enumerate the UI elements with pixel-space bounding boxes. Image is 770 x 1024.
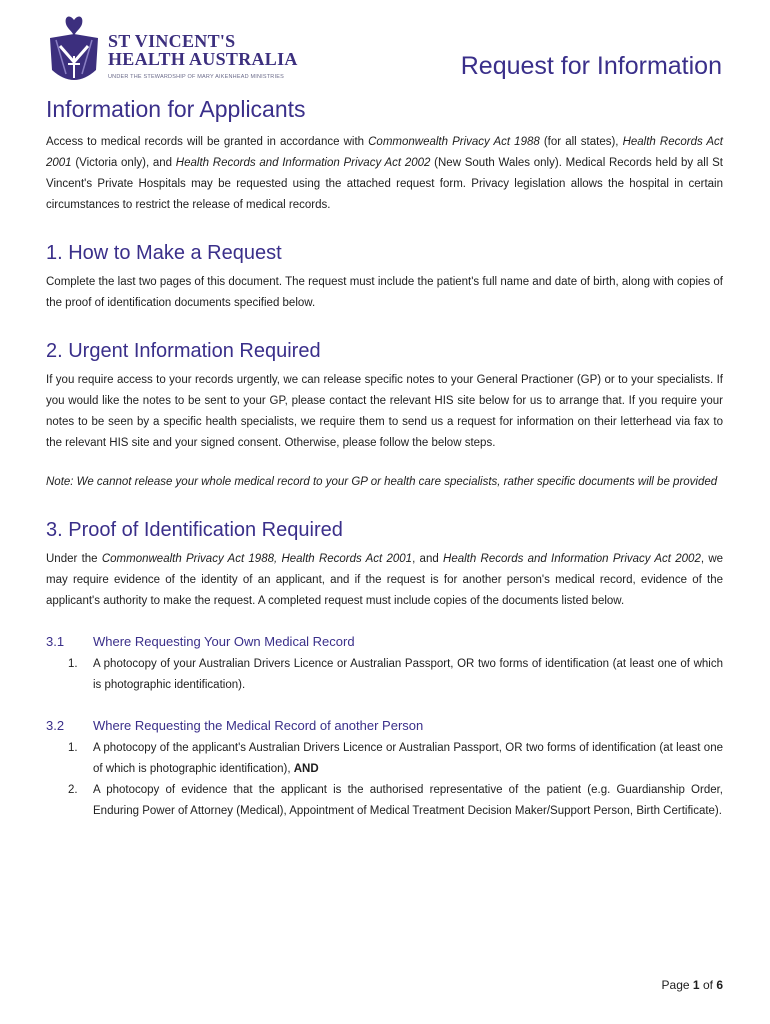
list-item: 2. A photocopy of evidence that the applicant is the authorised representative of the patient (e.g. Guardianship Order, Enduring Power of Attorney (Medical), Appointment of Medical Treatment Decision Maker/Support Person, Birth Certificate). <box>68 784 723 817</box>
document-title: Request for Information <box>460 52 722 80</box>
section-3-heading: 3. Proof of Identification Required <box>46 519 343 541</box>
section-1-heading: 1. How to Make a Request <box>46 242 282 264</box>
logo-wordmark-line1: ST VINCENT'S <box>108 31 236 51</box>
section-3-body: Under the Commonwealth Privacy Act 1988, Health Records Act 2001, and Health Records and Information Privacy Act 2002, we may require evidence of the identity of an applicant, and if the request is for another person's medical record, evidence of the applicant's authority to make the request. A completed request must include copies of the documents listed below. <box>46 553 724 607</box>
heart-cross-emblem-icon <box>46 12 102 88</box>
subsection-3-2-list <box>46 738 723 822</box>
list-item: 1. A photocopy of the applicant's Australian Drivers Licence or Australian Passport, OR two forms of identification (at least one of which is photographic identification), AND <box>68 742 723 775</box>
section-2-note: Note: We cannot release your whole medical record to your GP or health care specialists, rather specific documents will be provided <box>46 476 718 488</box>
document-body <box>46 94 723 822</box>
section-1-body: Complete the last two pages of this document. The request must include the patient's full name and date of birth, along with copies of the proof of identification documents specified below. <box>46 276 723 309</box>
intro-paragraph: Access to medical records will be granted in accordance with Commonwealth Privacy Act 1988 (for all states), Health Records Act 2001 (Victoria only), and Health Records and Information Privacy Act 2002 (New South Wales only). Medical Records held by all St Vincent's Private Hospitals may be requested using the attached request form. Privacy legislation allows the hospital in certain circumstances to restrict the release of medical records. <box>46 136 724 211</box>
logo-tagline: UNDER THE STEWARDSHIP OF MARY AIKENHEAD MINISTRIES <box>108 74 284 80</box>
section-2-body: If you require access to your records urgently, we can release specific notes to your General Practioner (GP) or to your specialists. If you would like the notes to be sent to your GP, please contact the relevant HIS site below for us to arrange that. If you require your notes to be seen by a specific health specialists, we require them to send us a request for information on their letterhead via fax to the relevant HIS site and your signed consent. Otherwise, please follow the below steps. <box>46 374 723 449</box>
st-vincents-logo <box>46 10 306 90</box>
section-2-heading: 2. Urgent Information Required <box>46 340 321 362</box>
subsection-3-2-heading: 3.2 Where Requesting the Medical Record of another Person <box>46 718 424 733</box>
subsection-3-1-list <box>46 654 723 696</box>
page-header <box>46 10 726 96</box>
list-item: 1. A photocopy of your Australian Drivers Licence or Australian Passport, OR two forms of identification (at least one of which is photographic identification). <box>68 658 723 691</box>
logo-wordmark-line2: HEALTH AUSTRALIA <box>108 49 298 69</box>
page-number: Page 1 of 6 <box>661 978 723 992</box>
subsection-3-1-heading: 3.1 Where Requesting Your Own Medical Record <box>46 634 355 649</box>
intro-heading: Information for Applicants <box>46 96 306 122</box>
